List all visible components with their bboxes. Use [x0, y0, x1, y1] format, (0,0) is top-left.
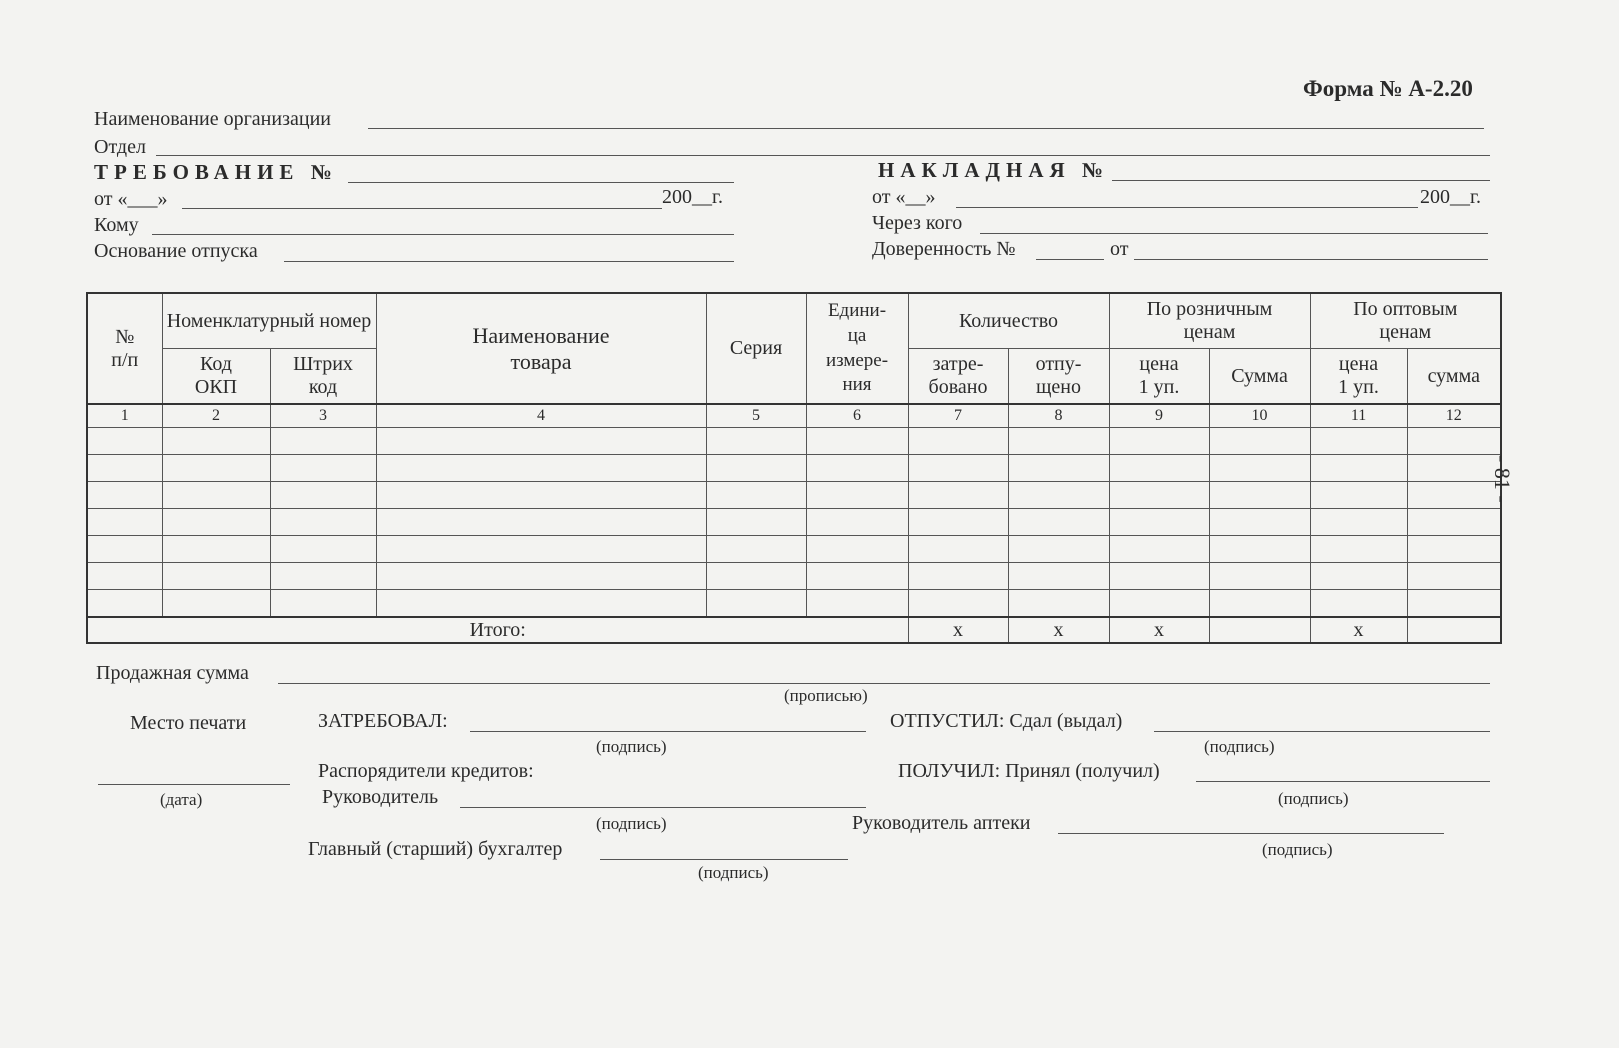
- dept-field[interactable]: [156, 155, 1490, 156]
- table-cell[interactable]: [376, 455, 706, 482]
- table-cell[interactable]: [806, 536, 908, 563]
- requested-by-signature[interactable]: [470, 731, 866, 732]
- table-cell[interactable]: [270, 455, 376, 482]
- table-cell[interactable]: [1310, 455, 1407, 482]
- table-cell[interactable]: [706, 563, 806, 590]
- invoice-number-field[interactable]: [1112, 180, 1490, 181]
- chief-accountant-label: Главный (старший) бухгалтер: [308, 838, 563, 860]
- table-cell[interactable]: [270, 563, 376, 590]
- col-number: 1: [87, 404, 162, 428]
- table-row: [87, 590, 1501, 618]
- released-by-label: ОТПУСТИЛ: Сдал (выдал): [890, 710, 1123, 732]
- table-cell[interactable]: [1209, 428, 1310, 455]
- table-cell[interactable]: [706, 428, 806, 455]
- date-from-right: от «__»: [872, 186, 936, 208]
- col-wholesale-sum-header: сумма: [1407, 349, 1501, 405]
- form-number: Форма № А-2.20: [1303, 76, 1473, 101]
- table-cell[interactable]: [908, 509, 1008, 536]
- invoice-label: НАКЛАДНАЯ №: [878, 158, 1110, 182]
- received-by-signature[interactable]: [1196, 781, 1490, 782]
- request-label: ТРЕБОВАНИЕ №: [94, 160, 338, 184]
- col-number: 12: [1407, 404, 1501, 428]
- head-label: Руководитель: [322, 786, 439, 808]
- table-cell[interactable]: [1407, 590, 1501, 618]
- table-cell[interactable]: [1008, 428, 1109, 455]
- table-cell[interactable]: [162, 590, 270, 618]
- table-row: [87, 509, 1501, 536]
- col-unit-header: Едини- ца измере- ния: [806, 293, 908, 404]
- table-cell[interactable]: [1209, 563, 1310, 590]
- signature-caption: (подпись): [596, 814, 667, 833]
- org-label: Наименование организации: [94, 108, 331, 130]
- table-cell[interactable]: [706, 482, 806, 509]
- table-cell[interactable]: [1209, 590, 1310, 618]
- table-cell[interactable]: [87, 563, 162, 590]
- table-cell[interactable]: [908, 455, 1008, 482]
- table-cell[interactable]: [1310, 509, 1407, 536]
- table-cell[interactable]: [908, 590, 1008, 618]
- table-cell[interactable]: [1407, 509, 1501, 536]
- table-cell[interactable]: [1008, 590, 1109, 618]
- basis-field[interactable]: [284, 261, 734, 262]
- chief-accountant-signature[interactable]: [600, 859, 848, 860]
- col-wholesale-header: По оптовым ценам: [1310, 293, 1501, 349]
- signature-caption: (подпись): [1278, 789, 1349, 808]
- table-row: [87, 482, 1501, 509]
- pharmacy-head-label: Руководитель аптеки: [852, 812, 1031, 834]
- pharmacy-head-signature[interactable]: [1058, 833, 1444, 834]
- table-cell[interactable]: [1310, 536, 1407, 563]
- col-retail-header: По розничным ценам: [1109, 293, 1310, 349]
- table-cell[interactable]: [1310, 428, 1407, 455]
- table-cell[interactable]: [1310, 563, 1407, 590]
- col-number: 7: [908, 404, 1008, 428]
- table-cell[interactable]: [908, 563, 1008, 590]
- head-signature[interactable]: [460, 807, 866, 808]
- table-cell[interactable]: [87, 536, 162, 563]
- table-cell[interactable]: [270, 509, 376, 536]
- table-cell[interactable]: [1407, 536, 1501, 563]
- date-caption: (дата): [160, 790, 203, 809]
- org-field[interactable]: [368, 128, 1484, 129]
- col-number: 4: [376, 404, 706, 428]
- table-cell[interactable]: [162, 482, 270, 509]
- date-right-field[interactable]: [956, 207, 1418, 208]
- table-cell[interactable]: [806, 563, 908, 590]
- col-retail-sum-header: Сумма: [1209, 349, 1310, 405]
- table-cell[interactable]: [1008, 509, 1109, 536]
- table-cell[interactable]: [908, 536, 1008, 563]
- year-left: 200__г.: [662, 186, 723, 208]
- col-quantity-header: Количество: [908, 293, 1109, 349]
- table-cell[interactable]: [1109, 536, 1209, 563]
- table-cell[interactable]: [87, 590, 162, 618]
- table-cell[interactable]: [1407, 428, 1501, 455]
- signature-caption: (подпись): [698, 863, 769, 882]
- basis-label: Основание отпуска: [94, 240, 258, 262]
- table-cell[interactable]: [1407, 563, 1501, 590]
- col-number: 5: [706, 404, 806, 428]
- goods-table: [86, 292, 1502, 644]
- table-cell[interactable]: [706, 455, 806, 482]
- sale-sum-field[interactable]: [278, 683, 1490, 684]
- date-from-left: от «___»: [94, 188, 168, 210]
- table-cell[interactable]: [162, 428, 270, 455]
- table-row: [87, 536, 1501, 563]
- proxy-from: от: [1110, 238, 1129, 260]
- table-cell[interactable]: [376, 563, 706, 590]
- col-number: 3: [270, 404, 376, 428]
- signature-caption: (подпись): [1204, 737, 1275, 756]
- total-wholesale-sum-cell[interactable]: [1407, 617, 1501, 643]
- stamp-place: Место печати: [130, 712, 247, 734]
- table-cell[interactable]: [706, 536, 806, 563]
- table-cell[interactable]: [706, 509, 806, 536]
- proxy-number-field[interactable]: [1036, 259, 1104, 260]
- table-cell[interactable]: [162, 455, 270, 482]
- table-cell[interactable]: [376, 536, 706, 563]
- table-cell[interactable]: [87, 428, 162, 455]
- year-right: 200__г.: [1420, 186, 1481, 208]
- table-cell[interactable]: [806, 455, 908, 482]
- table-cell[interactable]: [87, 509, 162, 536]
- col-retail-price-header: цена 1 уп.: [1109, 349, 1209, 405]
- table-row: [87, 455, 1501, 482]
- table-cell[interactable]: [706, 590, 806, 618]
- table-row: [87, 428, 1501, 455]
- table-cell[interactable]: [1109, 482, 1209, 509]
- table-cell[interactable]: [376, 590, 706, 618]
- table-cell[interactable]: [162, 509, 270, 536]
- total-row: [87, 617, 1501, 643]
- table-cell[interactable]: [1209, 509, 1310, 536]
- col-series-header: Серия: [706, 293, 806, 404]
- table-cell[interactable]: [162, 536, 270, 563]
- table-row: [87, 563, 1501, 590]
- table-cell[interactable]: [1008, 482, 1109, 509]
- table-cell[interactable]: [87, 455, 162, 482]
- table-cell[interactable]: [1109, 563, 1209, 590]
- col-number: 8: [1008, 404, 1109, 428]
- table-cell[interactable]: [1209, 455, 1310, 482]
- total-x-mark: x: [1109, 617, 1209, 643]
- table-cell[interactable]: [1109, 455, 1209, 482]
- total-label: Итого:: [87, 617, 908, 643]
- table-cell[interactable]: [1109, 590, 1209, 618]
- table-cell[interactable]: [908, 428, 1008, 455]
- credit-managers-label: Распорядители кредитов:: [318, 760, 534, 782]
- signature-caption: (подпись): [596, 737, 667, 756]
- table-cell[interactable]: [806, 509, 908, 536]
- table-cell[interactable]: [270, 428, 376, 455]
- col-released-header: отпу- щено: [1008, 349, 1109, 405]
- signature-caption: (подпись): [1262, 840, 1333, 859]
- col-name-header: Наименование товара: [376, 293, 706, 404]
- col-number: 9: [1109, 404, 1209, 428]
- col-barcode-header: Штрих код: [270, 349, 376, 405]
- to-whom-label: Кому: [94, 214, 139, 236]
- date-field[interactable]: [98, 784, 290, 785]
- request-number-field[interactable]: [348, 182, 734, 183]
- table-cell[interactable]: [1008, 455, 1109, 482]
- via-field[interactable]: [980, 233, 1488, 234]
- table-cell[interactable]: [908, 482, 1008, 509]
- col-no-header: № п/п: [87, 293, 162, 404]
- proxy-date-field[interactable]: [1134, 259, 1488, 260]
- total-retail-sum-cell[interactable]: [1209, 617, 1310, 643]
- table-cell[interactable]: [87, 482, 162, 509]
- table-cell[interactable]: [1109, 509, 1209, 536]
- table-cell[interactable]: [1209, 482, 1310, 509]
- table-cell[interactable]: [376, 509, 706, 536]
- date-left-field[interactable]: [182, 208, 662, 209]
- received-by-label: ПОЛУЧИЛ: Принял (получил): [898, 760, 1160, 782]
- table-cell[interactable]: [1008, 536, 1109, 563]
- proxy-label: Доверенность №: [872, 238, 1016, 260]
- table-cell[interactable]: [1008, 563, 1109, 590]
- to-whom-field[interactable]: [152, 234, 734, 235]
- table-cell[interactable]: [1310, 590, 1407, 618]
- table-cell[interactable]: [1407, 455, 1501, 482]
- col-wholesale-price-header: цена 1 уп.: [1310, 349, 1407, 405]
- table-cell[interactable]: [806, 590, 908, 618]
- table-cell[interactable]: [1109, 428, 1209, 455]
- table-cell[interactable]: [1209, 536, 1310, 563]
- sale-sum-label: Продажная сумма: [96, 662, 249, 684]
- col-okp-header: Код ОКП: [162, 349, 270, 405]
- via-label: Через кого: [872, 212, 963, 234]
- col-requested-header: затре- бовано: [908, 349, 1008, 405]
- col-number: 10: [1209, 404, 1310, 428]
- table-cell[interactable]: [270, 536, 376, 563]
- table-cell[interactable]: [162, 563, 270, 590]
- requested-by-label: ЗАТРЕБОВАЛ:: [318, 710, 448, 732]
- total-x-mark: x: [1008, 617, 1109, 643]
- dept-label: Отдел: [94, 136, 146, 158]
- table-cell[interactable]: [376, 428, 706, 455]
- in-words-caption: (прописью): [784, 686, 868, 705]
- total-x-mark: x: [908, 617, 1008, 643]
- table-cell[interactable]: [270, 482, 376, 509]
- col-number: 2: [162, 404, 270, 428]
- table-cell[interactable]: [806, 482, 908, 509]
- table-cell[interactable]: [1407, 482, 1501, 509]
- col-number: 11: [1310, 404, 1407, 428]
- total-x-mark: x: [1310, 617, 1407, 643]
- table-cell[interactable]: [270, 590, 376, 618]
- table-cell[interactable]: [1310, 482, 1407, 509]
- col-number: 6: [806, 404, 908, 428]
- page-number: - 81 -: [1490, 455, 1515, 503]
- table-cell[interactable]: [376, 482, 706, 509]
- table-cell[interactable]: [806, 428, 908, 455]
- col-nomenclature-header: Номенклатурный номер: [162, 293, 376, 349]
- column-numbers-row: [87, 404, 1501, 428]
- released-by-signature[interactable]: [1154, 731, 1490, 732]
